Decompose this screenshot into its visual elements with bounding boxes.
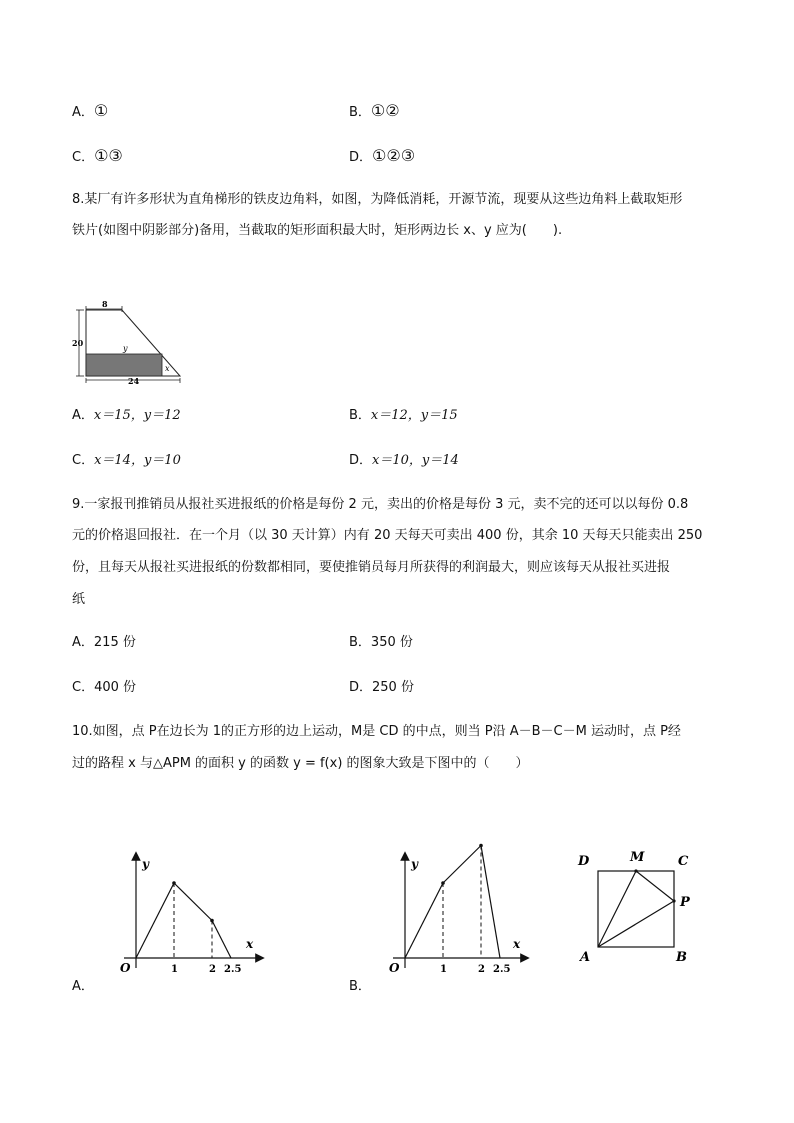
q8-option-c-text: x＝14，y＝10 — [94, 453, 181, 468]
q10-square — [598, 871, 674, 947]
q10-graph-b-origin-label: O — [389, 961, 400, 975]
q10-graph-b-curve-segment — [405, 883, 443, 958]
q8-trapezoid-figure — [70, 299, 185, 386]
q10-graph-b-vertex-point — [441, 881, 445, 885]
q10-option-b-label: B． — [349, 979, 371, 994]
q8-shaded-rectangle — [86, 354, 162, 376]
q8-option-a-text: x＝15，y＝12 — [93, 408, 181, 423]
q10-graph-b-y-label: y — [411, 857, 418, 871]
q9-stem-line-2: 元的价格退回报社．在一个月（以 30 天计算）内有 20 天每天可卖出 400 份，其余 10 天每天只能卖出 250 — [72, 528, 703, 543]
q10-square-figure — [574, 845, 699, 970]
q10-label-m: M — [630, 850, 645, 865]
q9-option-c-text: 400 份 — [94, 680, 137, 695]
q8-option-d[interactable] — [349, 451, 459, 471]
q10-graph-b-x-tick-label: 1 — [440, 964, 447, 975]
q10-graph-a-curve-segment — [212, 921, 231, 959]
q10-stem-line-2: 过的路程 x 与△APM 的面积 y 的函数 y = f(x) 的图象大致是下图中的（ ） — [72, 756, 529, 771]
q10-graph-a-vertex-point — [210, 919, 214, 923]
q10-segment-mp — [636, 871, 674, 901]
q9-option-a[interactable] — [72, 633, 136, 653]
q10-graph-a-vertex-point — [172, 881, 176, 885]
q8-stem-line-2: 铁片(如图中阴影部分)备用，当截取的矩形面积最大时，矩形两边长 x、y 应为( ). — [72, 223, 563, 238]
q7-option-d-text: ①②③ — [372, 146, 416, 165]
q8-option-d-text: x＝10，y＝14 — [372, 453, 459, 468]
q9-stem-line-4: 纸 — [72, 592, 86, 607]
q10-option-a[interactable] — [72, 977, 94, 997]
q7-option-c[interactable] — [72, 146, 123, 168]
q9-stem-line-3: 份，且每天从报社买进报纸的份数都相同，要使推销员每月所获得的利润最大，则应该每天从报社买进报 — [72, 560, 671, 575]
q9-stem-line-1: 9.一家报刊推销员从报社买进报纸的价格是每份 2 元，卖出的价格是每份 3 元，卖不完的还可以以每份 0.8 — [72, 497, 689, 512]
q10-graph-a-x-tick-label: 2 — [209, 964, 216, 975]
q10-graph-a — [110, 850, 270, 975]
q8-option-d-label: D． — [349, 453, 373, 468]
q10-graph-b-x-tick-label: 2 — [478, 964, 485, 975]
q7-option-c-label: C． — [72, 150, 95, 165]
q7-option-b-text: ①② — [370, 101, 400, 120]
q8-option-b[interactable] — [349, 406, 458, 426]
q8-option-a[interactable] — [72, 406, 181, 426]
q10-graph-b-curve-segment — [443, 846, 481, 884]
q9-option-b-text: 350 份 — [370, 635, 413, 650]
q10-graph-a-origin-label: O — [120, 961, 131, 975]
q7-option-d[interactable] — [349, 146, 415, 168]
q8-option-c-label: C． — [72, 453, 95, 468]
q7-option-a-text: ① — [93, 101, 109, 120]
q9-option-c-label: C． — [72, 680, 95, 695]
q10-label-d: D — [578, 854, 590, 869]
q7-option-a[interactable] — [72, 101, 108, 123]
q7-option-b[interactable] — [349, 101, 400, 123]
q10-option-a-label: A． — [72, 979, 94, 994]
q9-option-b[interactable] — [349, 633, 413, 653]
q10-option-b[interactable] — [349, 977, 371, 997]
q9-option-d-text: 250 份 — [372, 680, 414, 695]
q10-label-p: P — [680, 895, 690, 910]
q10-graph-a-curve-segment — [174, 883, 212, 921]
q7-option-d-label: D． — [349, 150, 373, 165]
q10-graph-a-x-label: x — [246, 937, 254, 951]
q9-option-a-text: 215 份 — [93, 635, 136, 650]
q10-graph-b-x-label: x — [513, 937, 521, 951]
q8-option-b-text: x＝12，y＝15 — [370, 408, 458, 423]
q10-graph-b-x-tick-label: 2.5 — [493, 964, 511, 975]
q9-option-b-label: B． — [349, 635, 371, 650]
q8-rect-height-label: x — [165, 364, 170, 373]
q9-option-a-label: A． — [72, 635, 94, 650]
q8-stem-line-1: 8.某厂有许多形状为直角梯形的铁皮边角料，如图，为降低消耗，开源节流，现要从这些边角料上截取矩形 — [72, 192, 683, 207]
q10-graph-b-vertex-point — [479, 844, 483, 848]
q10-graph-b-curve-segment — [481, 846, 500, 959]
q8-height-label: 20 — [72, 338, 84, 348]
q9-option-d[interactable] — [349, 678, 414, 698]
q8-option-a-label: A． — [72, 408, 94, 423]
q10-label-a: A — [580, 950, 591, 965]
q9-option-c[interactable] — [72, 678, 136, 698]
q9-option-d-label: D． — [349, 680, 373, 695]
q10-stem-line-1: 10.如图，点 P在边长为 1的正方形的边上运动，M是 CD 的中点，则当 P沿 A－B－C－M 运动时，点 P经 — [72, 724, 681, 739]
q8-bottom-length-label: 24 — [128, 376, 140, 386]
q10-label-b: B — [676, 950, 687, 965]
q8-top-length-label: 8 — [102, 299, 108, 309]
q10-graph-a-y-label: y — [142, 857, 149, 871]
q7-option-a-label: A． — [72, 105, 94, 120]
q8-rect-width-label: y — [123, 344, 128, 353]
q10-graph-a-x-tick-label: 1 — [171, 964, 178, 975]
q10-graph-b — [379, 850, 539, 975]
q10-label-c: C — [678, 854, 689, 869]
q8-option-b-label: B． — [349, 408, 371, 423]
q10-graph-a-curve-segment — [136, 883, 174, 958]
q10-graph-a-x-tick-label: 2.5 — [224, 964, 242, 975]
q7-option-c-text: ①③ — [94, 146, 123, 165]
q7-option-b-label: B． — [349, 105, 371, 120]
q8-option-c[interactable] — [72, 451, 181, 471]
